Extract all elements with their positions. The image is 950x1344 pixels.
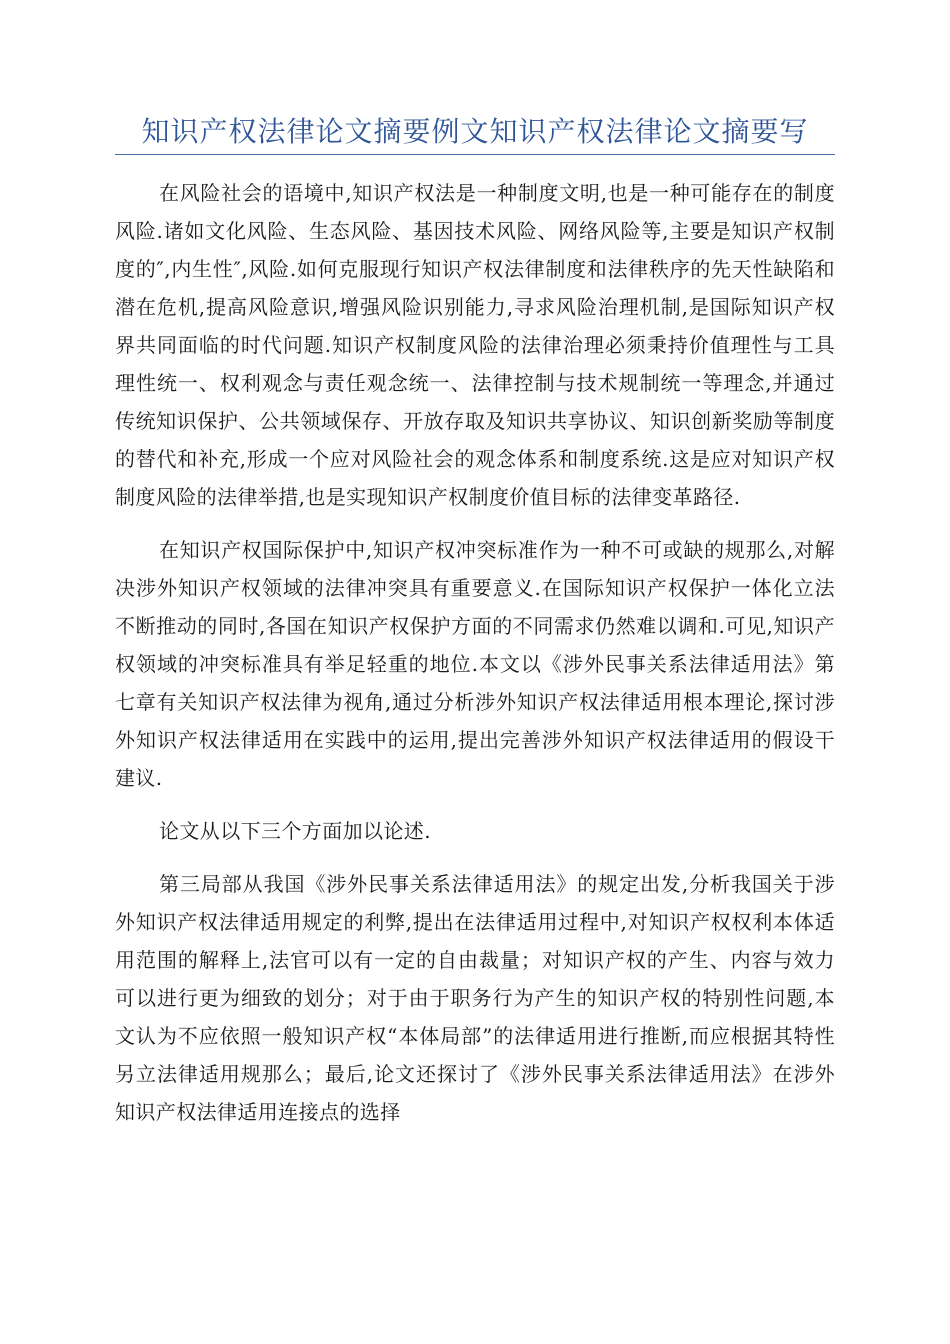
- title-underline: [115, 154, 835, 155]
- paragraph-1: 在风险社会的语境中,知识产权法是一种制度文明,也是一种可能存在的制度风险.诸如文化风险、生态风险、基因技术风险、网络风险等,主要是知识产权制度的″,内生性″,风险.如何克服现行知识产权法律制度和法律秩序的先天性缺陷和潜在危机,提高风险意识,增强风险识别能力,寻求风险治理机制,是国际知识产权界共同面临的时代问题.知识产权制度风险的法律治理必须秉持价值理性与工具理性统一、权利观念与责任观念统一、法律控制与技术规制统一等理念,并通过传统知识保护、公共领域保存、开放存取及知识共享协议、知识创新奖励等制度的替代和补充,形成一个应对风险社会的观念体系和制度系统.这是应对知识产权制度风险的法律举措,也是实现知识产权制度价值目标的法律变革路径.: [115, 181, 835, 509]
- paragraph-4: 第三局部从我国《涉外民事关系法律适用法》的规定出发,分析我国关于涉外知识产权法律适用规定的利弊,提出在法律适用过程中,对知识产权权利本体适用范围的解释上,法官可以有一定的自由裁量；对知识产权的产生、内容与效力可以进行更为细致的划分；对于由于职务行为产生的知识产权的特别性问题,本文认为不应依照一般知识产权“本体局部”的法律适用进行推断,而应根据其特性另立法律适用规那么；最后,论文还探讨了《涉外民事关系法律适用法》在涉外知识产权法律适用连接点的选择: [115, 872, 835, 1124]
- paragraph-3: 论文从以下三个方面加以论述.: [159, 819, 431, 843]
- document-title: 知识产权法律论文摘要例文知识产权法律论文摘要写: [141, 115, 809, 148]
- document-body: [115, 174, 835, 1146]
- paragraph-2: 在知识产权国际保护中,知识产权冲突标准作为一种不可或缺的规那么,对解决涉外知识产权领域的法律冲突具有重要意义.在国际知识产权保护一体化立法不断推动的同时,各国在知识产权保护方面的不同需求仍然难以调和.可见,知识产权领域的冲突标准具有举足轻重的地位.本文以《涉外民事关系法律适用法》第七章有关知识产权法律为视角,通过分析涉外知识产权法律适用根本理论,探讨涉外知识产权法律适用在实践中的运用,提出完善涉外知识产权法律适用的假设干建议.: [115, 538, 835, 790]
